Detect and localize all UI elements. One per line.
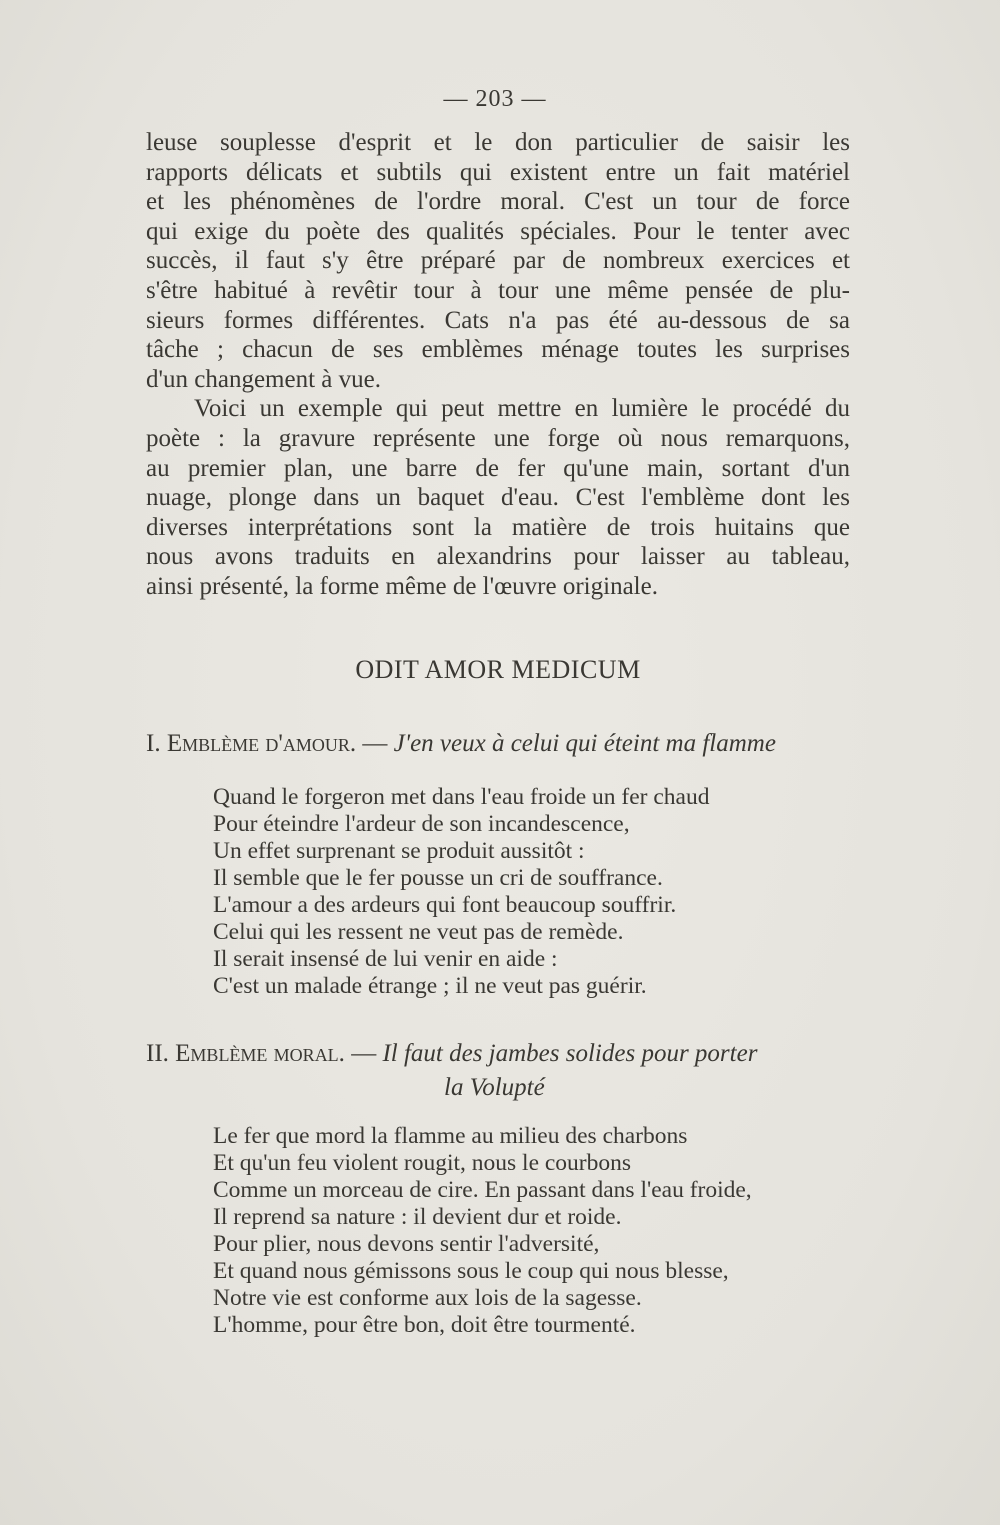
emblem-motto-continuation: la Volupté <box>444 1074 545 1101</box>
verse-line: Celui qui les ressent ne veut pas de remède. <box>213 919 624 945</box>
verse-line: Il semble que le fer pousse un cri de souffrance. <box>213 865 663 891</box>
emblem-number: II. <box>146 1040 176 1067</box>
prose-line: rapports délicats et subtils qui existent entre un fait matériel <box>146 158 850 186</box>
prose-line: tâche ; chacun de ses emblèmes ménage toutes les surprises <box>146 336 850 364</box>
prose-line: qui exige du poète des qualités spéciales. Pour le tenter avec <box>146 217 850 245</box>
emblem-heading-2 <box>146 1040 860 1101</box>
verse-line: L'amour a des ardeurs qui font beaucoup souffrir. <box>213 892 677 918</box>
emblem-motto: J'en veux à celui qui éteint ma flamme <box>393 730 776 757</box>
emblem-label: Emblème d'amour. <box>166 730 357 757</box>
verse-line: Comme un morceau de cire. En passant dans l'eau froide, <box>213 1177 752 1203</box>
prose-line: leuse souplesse d'esprit et le don particulier de saisir les <box>146 129 850 156</box>
prose-line: sieurs formes différentes. Cats n'a pas été au-dessous de sa <box>146 306 850 334</box>
prose-line: s'être habitué à revêtir tour à tour une même pensée de plu- <box>146 276 850 304</box>
emblem-number: I. <box>146 730 167 757</box>
verse-line: C'est un malade étrange ; il ne veut pas guérir. <box>213 973 647 999</box>
verse-line: Pour plier, nous devons sentir l'adversité, <box>213 1231 600 1257</box>
verse-stanza-1 <box>213 784 709 1000</box>
prose-line: nuage, plonge dans un baquet d'eau. C'est l'emblème dont les <box>146 484 850 512</box>
verse-line: Il serait insensé de lui venir en aide : <box>213 946 558 972</box>
verse-line: L'homme, pour être bon, doit être tourmenté. <box>213 1312 636 1338</box>
prose-line: ainsi présenté, la forme même de l'œuvre originale. <box>146 572 658 600</box>
emblem-dash: — <box>344 1040 383 1067</box>
verse-line: Un effet surprenant se produit aussitôt : <box>213 838 585 864</box>
verse-line: Quand le forgeron met dans l'eau froide un fer chaud <box>213 784 710 810</box>
verse-line: Et quand nous gémissons sous le coup qui nous blesse, <box>213 1258 729 1284</box>
verse-line: Notre vie est conforme aux lois de la sagesse. <box>213 1285 642 1311</box>
prose-line: succès, il faut s'y être préparé par de nombreux exercices et <box>146 247 850 275</box>
verse-line: Le fer que mord la flamme au milieu des charbons <box>213 1123 688 1149</box>
verse-line: Il reprend sa nature : il devient dur et roide. <box>213 1204 622 1230</box>
prose-line: au premier plan, une barre de fer qu'une main, sortant d'un <box>146 454 850 482</box>
verse-stanza-2 <box>213 1123 752 1339</box>
emblem-dash: — <box>356 730 394 757</box>
emblem-label: Emblème moral. <box>175 1040 345 1067</box>
verse-line: Et qu'un feu violent rougit, nous le courbons <box>213 1150 632 1176</box>
prose-line: diverses interprétations sont la matière de trois huitains que <box>146 513 850 541</box>
prose-paragraphs <box>146 128 850 602</box>
prose-line: nous avons traduits en alexandrins pour laisser au tableau, <box>146 543 850 571</box>
prose-line: Voici un exemple qui peut mettre en lumière le procédé du <box>194 395 850 423</box>
section-title: ODIT AMOR MEDICUM <box>355 655 641 684</box>
emblem-heading-1 <box>146 730 854 758</box>
emblem-motto: Il faut des jambes solides pour porter <box>382 1040 758 1067</box>
verse-line: Pour éteindre l'ardeur de son incandescence, <box>213 811 630 837</box>
prose-line: poète : la gravure représente une forge où nous remarquons, <box>146 424 850 452</box>
prose-line: d'un changement à vue. <box>146 365 381 393</box>
prose-line: et les phénomènes de l'ordre moral. C'est un tour de force <box>146 188 850 216</box>
page-number: — 203 — <box>443 86 547 112</box>
